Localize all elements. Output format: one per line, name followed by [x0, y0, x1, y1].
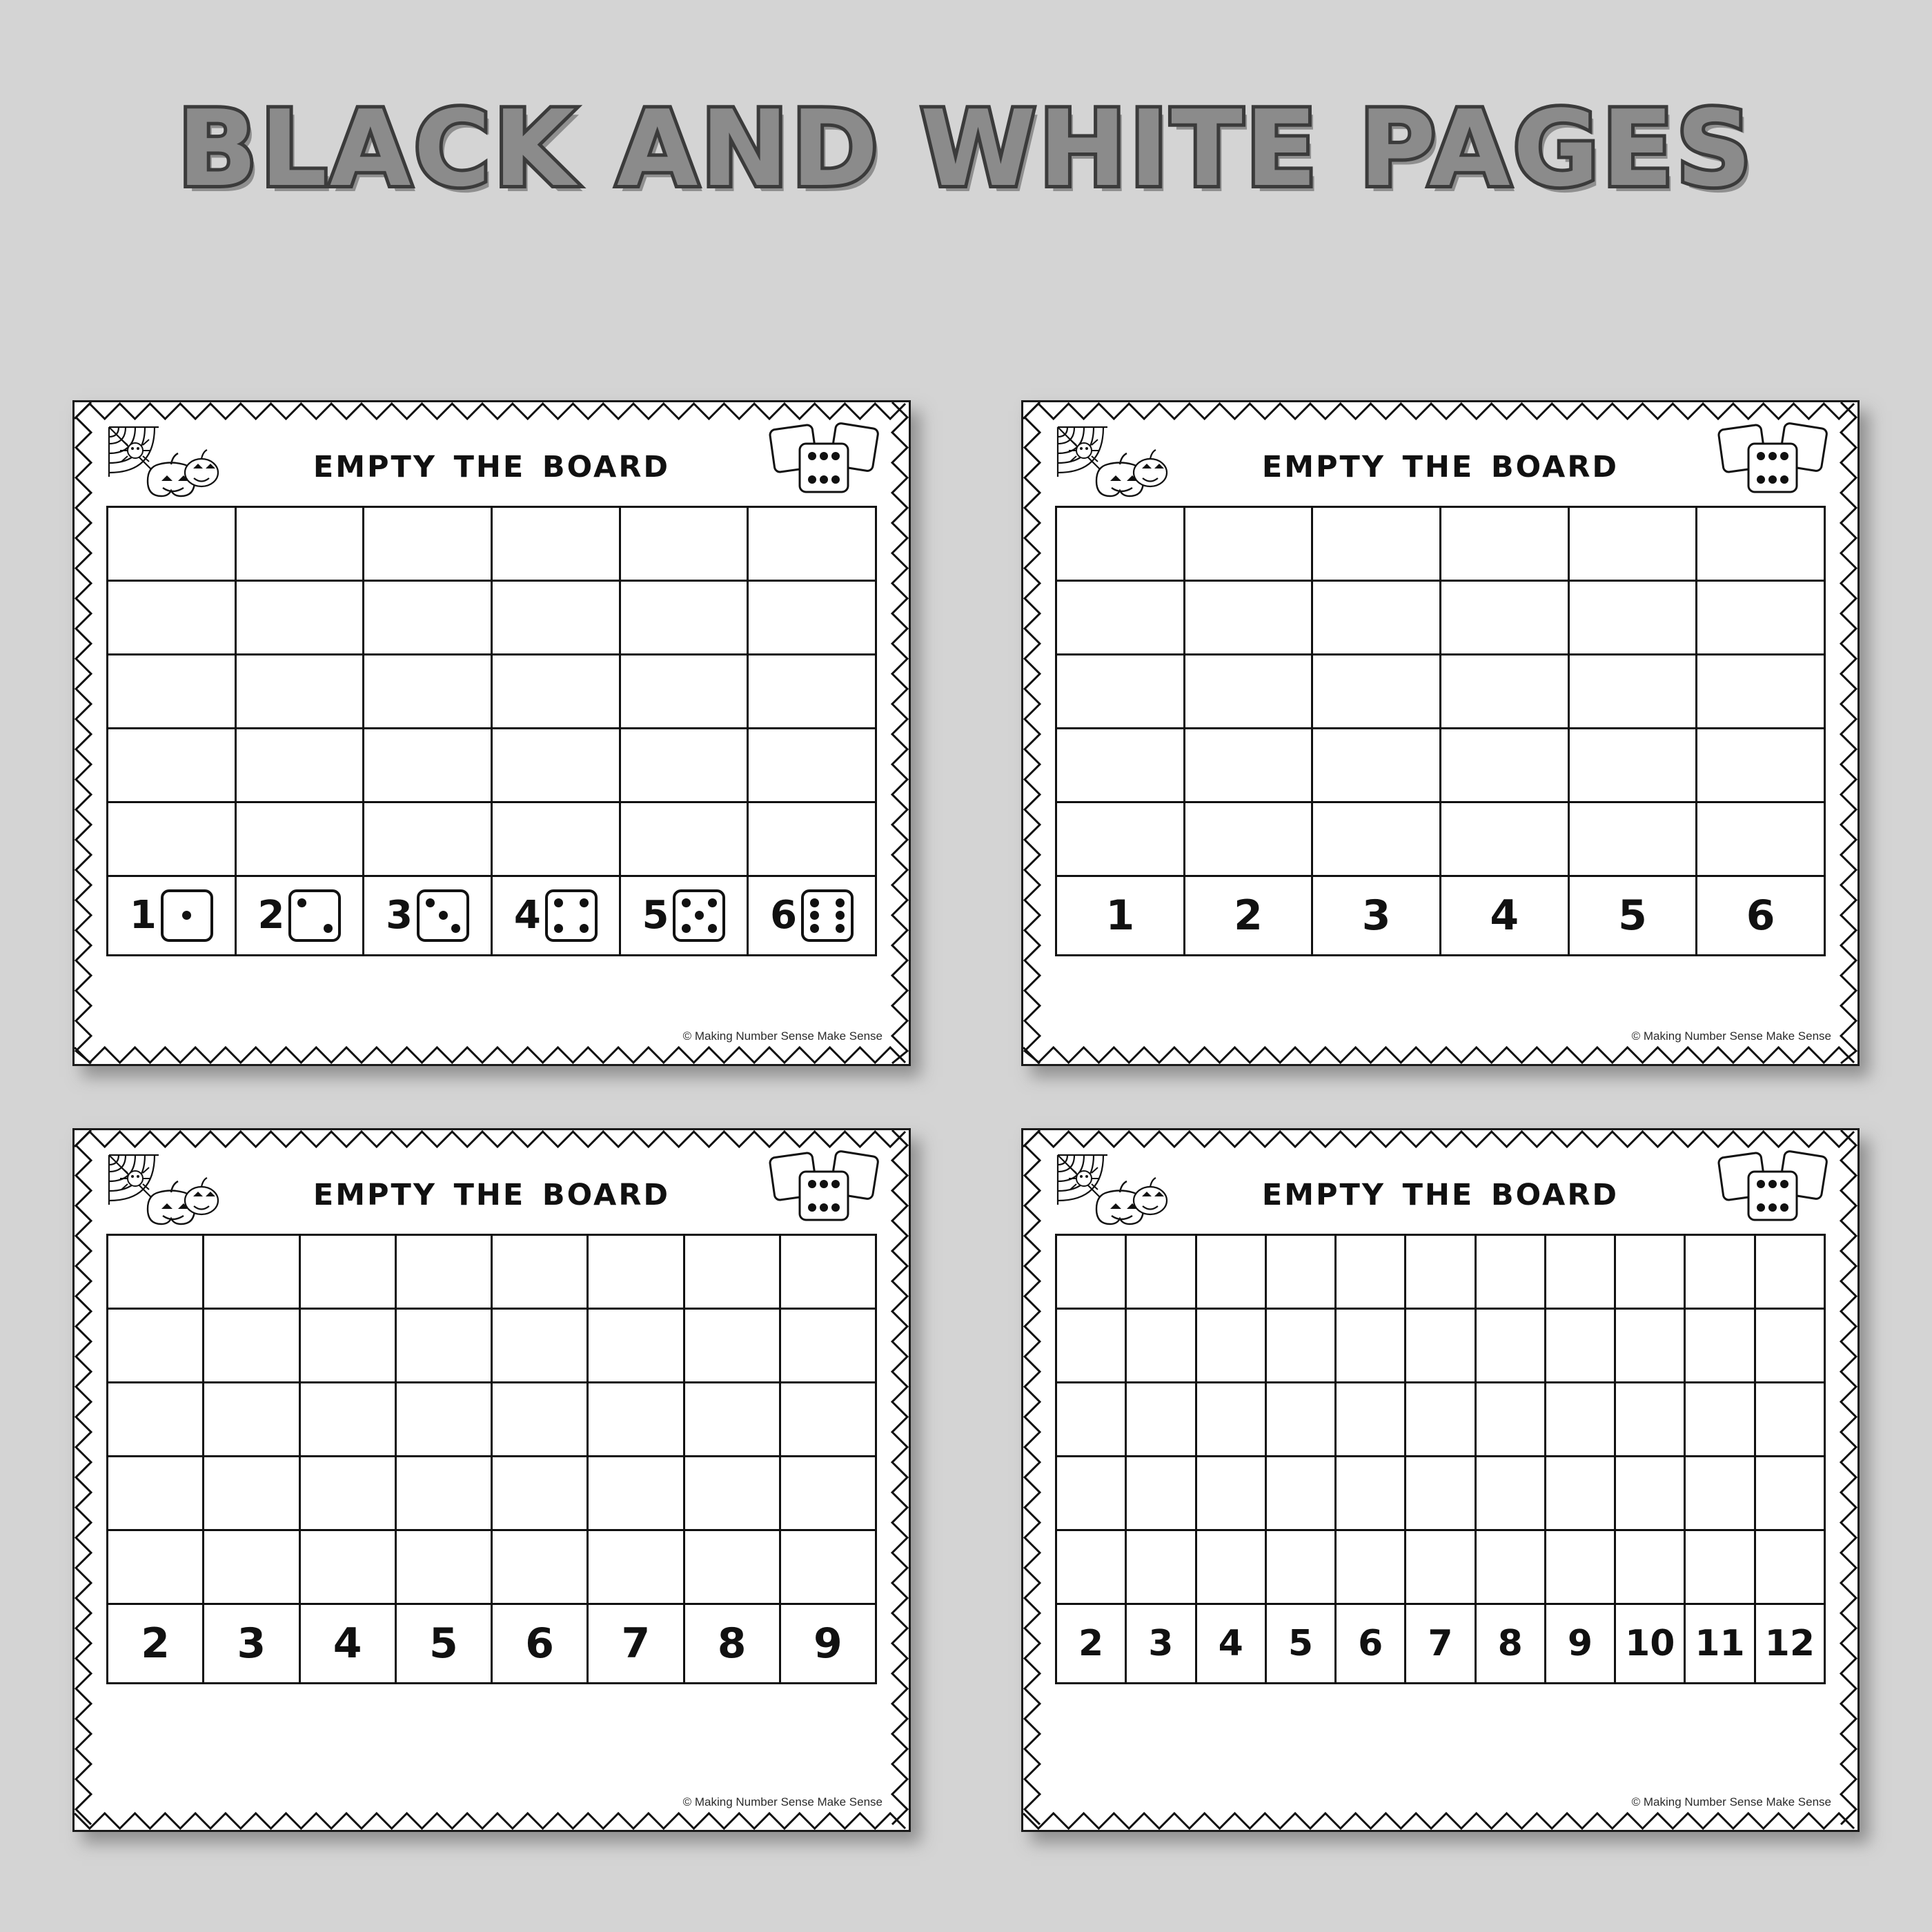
- die-face-3-icon: [417, 889, 469, 942]
- board-cell[interactable]: [748, 802, 876, 876]
- board-cell[interactable]: [620, 729, 748, 802]
- board-cell[interactable]: [204, 1309, 299, 1383]
- board-label-cell: [1440, 876, 1568, 956]
- board-cell[interactable]: [1615, 1309, 1685, 1383]
- board-cell[interactable]: [1184, 507, 1312, 581]
- board-label-cell: [235, 876, 364, 956]
- board-cell[interactable]: [1685, 1457, 1755, 1530]
- page-title: BLACK AND WHITE PAGES: [177, 88, 1755, 210]
- board-label: 2: [141, 1619, 170, 1668]
- worksheet-header: [92, 420, 891, 503]
- board-cell[interactable]: [395, 1457, 491, 1530]
- board-label: 6: [770, 893, 798, 938]
- board-cell[interactable]: [1440, 581, 1568, 655]
- copyright-notice: © Making Number Sense Make Sense: [682, 1795, 883, 1808]
- board-cell[interactable]: [1615, 1235, 1685, 1309]
- board-cell[interactable]: [748, 507, 876, 581]
- board-cell[interactable]: [1184, 581, 1312, 655]
- board-cell[interactable]: [1697, 729, 1825, 802]
- die-face-6-icon: [801, 889, 854, 942]
- board-cell[interactable]: [1685, 1530, 1755, 1604]
- table-row[interactable]: [1056, 1235, 1825, 1309]
- board-label-cell: [1184, 876, 1312, 956]
- board-cell[interactable]: [1126, 1530, 1196, 1604]
- table-row[interactable]: [108, 1530, 876, 1604]
- board-cell[interactable]: [395, 1235, 491, 1309]
- table-row[interactable]: [108, 507, 876, 581]
- board-cell[interactable]: [748, 581, 876, 655]
- board-cell[interactable]: [235, 581, 364, 655]
- board-cell[interactable]: [108, 1309, 204, 1383]
- board-cell[interactable]: [299, 1383, 395, 1457]
- worksheet-1-6[interactable]: [1021, 400, 1860, 1066]
- board-cell[interactable]: [780, 1530, 876, 1604]
- board-cell[interactable]: [1545, 1383, 1615, 1457]
- board-cell[interactable]: [620, 507, 748, 581]
- spiderweb-spider-pumpkin-icon: [1054, 1151, 1171, 1227]
- table-row[interactable]: [1056, 1530, 1825, 1604]
- board-cell[interactable]: [299, 1457, 395, 1530]
- board-cell[interactable]: [1475, 1309, 1545, 1383]
- board-label-cell: [1312, 876, 1441, 956]
- board-cell[interactable]: [1336, 1383, 1406, 1457]
- table-row[interactable]: [108, 655, 876, 729]
- board-cell[interactable]: [491, 802, 620, 876]
- table-row[interactable]: [1056, 507, 1825, 581]
- board-cell[interactable]: [1475, 1530, 1545, 1604]
- board-cell[interactable]: [1755, 1235, 1824, 1309]
- board-cell[interactable]: [1475, 1383, 1545, 1457]
- board-cell[interactable]: [1312, 655, 1441, 729]
- board-cell[interactable]: [1056, 1530, 1126, 1604]
- board-cell[interactable]: [108, 729, 236, 802]
- board-cell[interactable]: [1336, 1457, 1406, 1530]
- worksheet-title: empty the board: [313, 436, 671, 487]
- board-cell[interactable]: [1475, 1457, 1545, 1530]
- board-label: 7: [621, 1619, 651, 1668]
- board-label-cell: [1056, 876, 1185, 956]
- table-row[interactable]: [1056, 1309, 1825, 1383]
- board-label: 8: [1497, 1623, 1523, 1664]
- board-label: 3: [1148, 1623, 1174, 1664]
- board-label: 5: [429, 1619, 458, 1668]
- board-cell[interactable]: [1568, 802, 1697, 876]
- board-cell[interactable]: [1545, 1309, 1615, 1383]
- board-cell[interactable]: [235, 655, 364, 729]
- table-row[interactable]: [1056, 802, 1825, 876]
- board-cell[interactable]: [491, 507, 620, 581]
- board-cell[interactable]: [364, 507, 492, 581]
- board-cell[interactable]: [1196, 1383, 1265, 1457]
- board-cell[interactable]: [1265, 1457, 1335, 1530]
- board-label: 4: [333, 1619, 362, 1668]
- board-cell[interactable]: [1685, 1383, 1755, 1457]
- board-cell[interactable]: [684, 1457, 780, 1530]
- board-cell[interactable]: [1312, 507, 1441, 581]
- copyright-notice: © Making Number Sense Make Sense: [1631, 1795, 1831, 1808]
- die-face-5-icon: [673, 889, 725, 942]
- two-dice-icon: [1715, 1148, 1833, 1228]
- board-cell[interactable]: [1056, 581, 1185, 655]
- board-cell[interactable]: [1406, 1530, 1475, 1604]
- board-label-cell: [588, 1604, 684, 1684]
- board-label: 6: [525, 1619, 554, 1668]
- board-label: 2: [257, 893, 285, 938]
- board-cell[interactable]: [1568, 581, 1697, 655]
- board-label: 7: [1428, 1623, 1453, 1664]
- table-row[interactable]: [1056, 1383, 1825, 1457]
- two-dice-icon: [767, 1148, 884, 1228]
- board-label-cell: [1475, 1604, 1545, 1684]
- game-board-grid[interactable]: [106, 1234, 877, 1684]
- board-cell[interactable]: [1196, 1235, 1265, 1309]
- board-cell[interactable]: [1056, 1457, 1126, 1530]
- board-cell[interactable]: [684, 1309, 780, 1383]
- board-cell[interactable]: [1440, 655, 1568, 729]
- board-cell[interactable]: [588, 1530, 684, 1604]
- board-label-cell: [1697, 876, 1825, 956]
- game-board-grid[interactable]: [1055, 506, 1826, 956]
- board-cell[interactable]: [1184, 729, 1312, 802]
- board-cell[interactable]: [1265, 1309, 1335, 1383]
- board-cell[interactable]: [684, 1383, 780, 1457]
- board-cell[interactable]: [1685, 1309, 1755, 1383]
- table-row[interactable]: [108, 1457, 876, 1530]
- board-label: 4: [1490, 891, 1519, 940]
- board-cell[interactable]: [1056, 507, 1185, 581]
- table-row[interactable]: [108, 1309, 876, 1383]
- board-cell[interactable]: [108, 507, 236, 581]
- board-cell[interactable]: [1440, 729, 1568, 802]
- board-label-cell: [1685, 1604, 1755, 1684]
- board-cell[interactable]: [1545, 1530, 1615, 1604]
- board-cell[interactable]: [1126, 1457, 1196, 1530]
- board-cell[interactable]: [491, 655, 620, 729]
- board-cell[interactable]: [1615, 1457, 1685, 1530]
- board-label: 5: [1618, 891, 1647, 940]
- board-label-cell: [780, 1604, 876, 1684]
- board-label-cell: [1265, 1604, 1335, 1684]
- board-label: 6: [1358, 1623, 1383, 1664]
- board-cell[interactable]: [364, 802, 492, 876]
- board-cell[interactable]: [1196, 1530, 1265, 1604]
- board-label-cell: [1545, 1604, 1615, 1684]
- board-label: 2: [1234, 891, 1263, 940]
- board-cell[interactable]: [235, 729, 364, 802]
- worksheet-dice[interactable]: [72, 400, 911, 1066]
- worksheet-header: [92, 1148, 891, 1231]
- board-cell[interactable]: [1697, 655, 1825, 729]
- board-label-cell: [1615, 1604, 1685, 1684]
- board-cell[interactable]: [588, 1309, 684, 1383]
- board-cell[interactable]: [1568, 729, 1697, 802]
- worksheet-title: empty the board: [1261, 1164, 1619, 1215]
- board-cell[interactable]: [1312, 729, 1441, 802]
- board-label: 3: [237, 1619, 266, 1668]
- board-label-cell: [492, 1604, 588, 1684]
- board-cell[interactable]: [1056, 802, 1185, 876]
- board-cell[interactable]: [1755, 1309, 1824, 1383]
- board-cell[interactable]: [1615, 1383, 1685, 1457]
- board-cell[interactable]: [108, 581, 236, 655]
- worksheet-title: empty the board: [313, 1164, 671, 1215]
- table-row[interactable]: [108, 729, 876, 802]
- board-label: 3: [1361, 891, 1391, 940]
- board-label: 9: [1567, 1623, 1593, 1664]
- spiderweb-spider-pumpkin-icon: [1054, 423, 1171, 499]
- board-label: 9: [814, 1619, 842, 1668]
- two-dice-icon: [1715, 420, 1833, 500]
- board-cell[interactable]: [204, 1530, 299, 1604]
- worksheet-title: empty the board: [1261, 436, 1619, 487]
- board-cell[interactable]: [1615, 1530, 1685, 1604]
- board-cell[interactable]: [780, 1309, 876, 1383]
- board-cell[interactable]: [491, 581, 620, 655]
- board-cell[interactable]: [395, 1530, 491, 1604]
- board-cell[interactable]: [620, 655, 748, 729]
- board-cell[interactable]: [1056, 655, 1185, 729]
- copyright-notice: © Making Number Sense Make Sense: [1631, 1029, 1831, 1043]
- board-cell[interactable]: [108, 655, 236, 729]
- copyright-notice: © Making Number Sense Make Sense: [682, 1029, 883, 1043]
- board-cell[interactable]: [780, 1383, 876, 1457]
- board-cell[interactable]: [1196, 1309, 1265, 1383]
- board-cell[interactable]: [1184, 655, 1312, 729]
- board-cell[interactable]: [108, 802, 236, 876]
- board-cell[interactable]: [588, 1457, 684, 1530]
- die-face-1-icon: [161, 889, 213, 942]
- board-cell[interactable]: [1406, 1309, 1475, 1383]
- board-label-cell: [491, 876, 620, 956]
- board-cell[interactable]: [748, 655, 876, 729]
- board-cell[interactable]: [1755, 1530, 1824, 1604]
- board-label-cell: [204, 1604, 299, 1684]
- board-cell[interactable]: [108, 1457, 204, 1530]
- board-cell[interactable]: [1265, 1235, 1335, 1309]
- board-cell[interactable]: [364, 729, 492, 802]
- board-label: 2: [1078, 1623, 1104, 1664]
- board-cell[interactable]: [1126, 1235, 1196, 1309]
- board-label-row: [108, 876, 876, 956]
- board-label: 4: [513, 893, 541, 938]
- board-cell[interactable]: [1406, 1457, 1475, 1530]
- board-cell[interactable]: [620, 581, 748, 655]
- board-cell[interactable]: [780, 1235, 876, 1309]
- board-label: 5: [1288, 1623, 1314, 1664]
- board-cell[interactable]: [1545, 1235, 1615, 1309]
- board-cell[interactable]: [235, 507, 364, 581]
- board-label-cell: [1126, 1604, 1196, 1684]
- board-cell[interactable]: [492, 1309, 588, 1383]
- board-cell[interactable]: [1406, 1235, 1475, 1309]
- board-label-cell: [684, 1604, 780, 1684]
- board-label: 8: [717, 1619, 747, 1668]
- board-cell[interactable]: [108, 1235, 204, 1309]
- board-label-cell: [108, 1604, 204, 1684]
- board-cell[interactable]: [1184, 802, 1312, 876]
- board-cell[interactable]: [204, 1383, 299, 1457]
- two-dice-icon: [767, 420, 884, 500]
- board-cell[interactable]: [588, 1383, 684, 1457]
- board-label-cell: [1406, 1604, 1475, 1684]
- board-label-cell: [364, 876, 492, 956]
- board-cell[interactable]: [1406, 1383, 1475, 1457]
- worksheet-header: [1041, 420, 1840, 503]
- board-cell[interactable]: [1196, 1457, 1265, 1530]
- board-cell[interactable]: [1336, 1235, 1406, 1309]
- board-label-cell: [1568, 876, 1697, 956]
- board-cell[interactable]: [1312, 802, 1441, 876]
- board-cell[interactable]: [1697, 581, 1825, 655]
- board-cell[interactable]: [108, 1383, 204, 1457]
- board-cell[interactable]: [1265, 1530, 1335, 1604]
- board-label: 6: [1746, 891, 1775, 940]
- worksheet-header: [1041, 1148, 1840, 1231]
- board-label-cell: [1336, 1604, 1406, 1684]
- board-cell[interactable]: [395, 1309, 491, 1383]
- board-cell[interactable]: [204, 1235, 299, 1309]
- board-cell[interactable]: [492, 1383, 588, 1457]
- board-cell[interactable]: [1697, 507, 1825, 581]
- game-board-grid[interactable]: [106, 506, 877, 956]
- spiderweb-spider-pumpkin-icon: [105, 1151, 222, 1227]
- board-cell[interactable]: [588, 1235, 684, 1309]
- die-face-2-icon: [288, 889, 341, 942]
- board-cell[interactable]: [1685, 1235, 1755, 1309]
- board-cell[interactable]: [780, 1457, 876, 1530]
- board-cell[interactable]: [1568, 507, 1697, 581]
- table-row[interactable]: [108, 802, 876, 876]
- board-cell[interactable]: [1697, 802, 1825, 876]
- board-cell[interactable]: [1056, 1309, 1126, 1383]
- board-cell[interactable]: [1336, 1530, 1406, 1604]
- board-label: 4: [1218, 1623, 1243, 1664]
- board-cell[interactable]: [299, 1530, 395, 1604]
- board-label: 11: [1695, 1623, 1745, 1664]
- board-cell[interactable]: [364, 655, 492, 729]
- table-row[interactable]: [1056, 655, 1825, 729]
- board-label: 1: [129, 893, 157, 938]
- board-label-cell: [1196, 1604, 1265, 1684]
- board-label-cell: [108, 876, 236, 956]
- board-cell[interactable]: [1440, 507, 1568, 581]
- board-cell[interactable]: [1126, 1383, 1196, 1457]
- board-cell[interactable]: [1545, 1457, 1615, 1530]
- board-cell[interactable]: [1312, 581, 1441, 655]
- board-cell[interactable]: [235, 802, 364, 876]
- board-label: 12: [1764, 1623, 1815, 1664]
- board-label-row: [1056, 876, 1825, 956]
- spiderweb-spider-pumpkin-icon: [105, 423, 222, 499]
- worksheet-2-9[interactable]: [72, 1128, 911, 1832]
- board-label-row: [1056, 1604, 1825, 1684]
- board-cell[interactable]: [684, 1530, 780, 1604]
- board-cell[interactable]: [1755, 1383, 1824, 1457]
- board-cell[interactable]: [108, 1530, 204, 1604]
- board-label-cell: [395, 1604, 491, 1684]
- board-cell[interactable]: [492, 1457, 588, 1530]
- table-row[interactable]: [1056, 581, 1825, 655]
- board-cell[interactable]: [1056, 729, 1185, 802]
- board-cell[interactable]: [1336, 1309, 1406, 1383]
- worksheet-2-12[interactable]: [1021, 1128, 1860, 1832]
- board-cell[interactable]: [1755, 1457, 1824, 1530]
- board-label: 3: [386, 893, 413, 938]
- die-face-4-icon: [545, 889, 598, 942]
- table-row[interactable]: [108, 1235, 876, 1309]
- board-label: 10: [1625, 1623, 1675, 1664]
- board-label: 1: [1105, 891, 1135, 940]
- board-label: 5: [642, 893, 669, 938]
- board-cell[interactable]: [491, 729, 620, 802]
- board-cell[interactable]: [492, 1530, 588, 1604]
- table-row[interactable]: [108, 1383, 876, 1457]
- board-cell[interactable]: [492, 1235, 588, 1309]
- board-label-cell: [1056, 1604, 1126, 1684]
- table-row[interactable]: [1056, 1457, 1825, 1530]
- board-label-row: [108, 1604, 876, 1684]
- board-cell[interactable]: [1568, 655, 1697, 729]
- game-board-grid[interactable]: [1055, 1234, 1826, 1684]
- board-cell[interactable]: [299, 1235, 395, 1309]
- table-row[interactable]: [1056, 729, 1825, 802]
- board-cell[interactable]: [1056, 1235, 1126, 1309]
- board-cell[interactable]: [1440, 802, 1568, 876]
- board-cell[interactable]: [1126, 1309, 1196, 1383]
- board-cell[interactable]: [1475, 1235, 1545, 1309]
- board-cell[interactable]: [620, 802, 748, 876]
- board-cell[interactable]: [684, 1235, 780, 1309]
- board-cell[interactable]: [748, 729, 876, 802]
- board-cell[interactable]: [1265, 1383, 1335, 1457]
- table-row[interactable]: [108, 581, 876, 655]
- board-cell[interactable]: [364, 581, 492, 655]
- board-cell[interactable]: [204, 1457, 299, 1530]
- board-label-cell: [1755, 1604, 1824, 1684]
- board-cell[interactable]: [1056, 1383, 1126, 1457]
- board-label-cell: [748, 876, 876, 956]
- board-cell[interactable]: [299, 1309, 395, 1383]
- board-label-cell: [620, 876, 748, 956]
- board-cell[interactable]: [395, 1383, 491, 1457]
- board-label-cell: [299, 1604, 395, 1684]
